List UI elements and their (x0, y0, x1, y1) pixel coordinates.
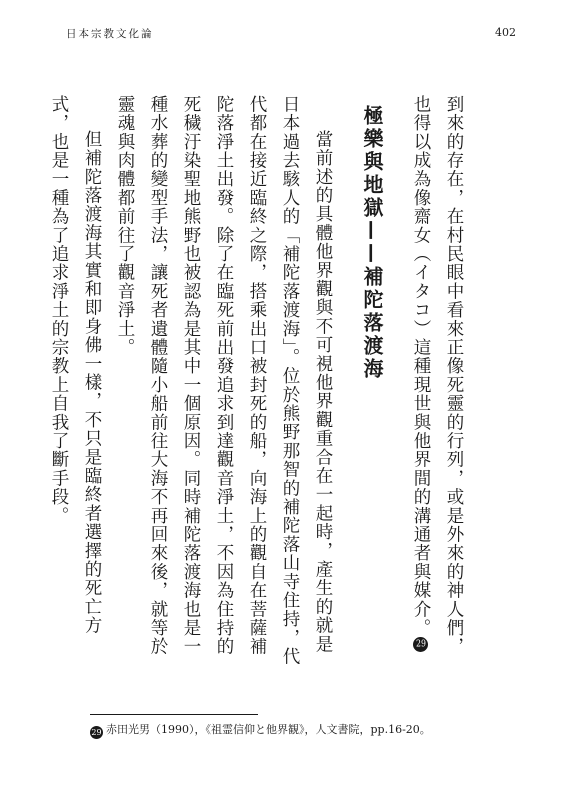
footnote-reference: 29 (413, 637, 428, 652)
section-heading: 極樂與地獄——補陀落渡海 (360, 105, 384, 381)
paragraph-text: 到來的存在，在村民眼中看來正像死靈的行列，或是外來的神人們，也得以成為像齋女（イタコ）這種現世與他界間的溝通者與媒介。 (411, 95, 464, 656)
footnote (90, 722, 550, 739)
footnote-divider (90, 714, 258, 715)
paragraph-continuation (404, 95, 470, 670)
footnote-number: 29 (91, 728, 102, 737)
paragraph: 但補陀落渡海其實和即身佛一樣，不只是臨終者選擇的死亡方式，也是一種為了追求淨土的宗教上自我了斷手段。 (49, 95, 102, 635)
running-head: 日本宗教文化論 (66, 28, 154, 40)
footnote-text: 赤田光男（1990），《祖霊信仰と他界観》，人文書院，pp.16-20。 (106, 723, 431, 736)
page-number: 402 (495, 26, 516, 39)
paragraph: 當前述的具體他界觀與不可視他界觀重合在一起時，產生的就是日本過去駭人的「補陀落渡海」。位於熊野那智的補陀落山寺住持，代代都在接近臨終之際，搭乘出口被封死的船，向海上的觀自在菩薩補陀落淨土出發。除了在臨死前出發追求到達觀音淨土，不因為住持的死穢汙染聖地熊野也被認為是其中一個原因。同時補陀落渡海也是一種水葬的變型手法，讓死者遺體隨小船前往大海不再回來後，就等於靈魂與肉體都前往了觀音淨土。 (115, 95, 333, 666)
body-text (42, 95, 470, 670)
